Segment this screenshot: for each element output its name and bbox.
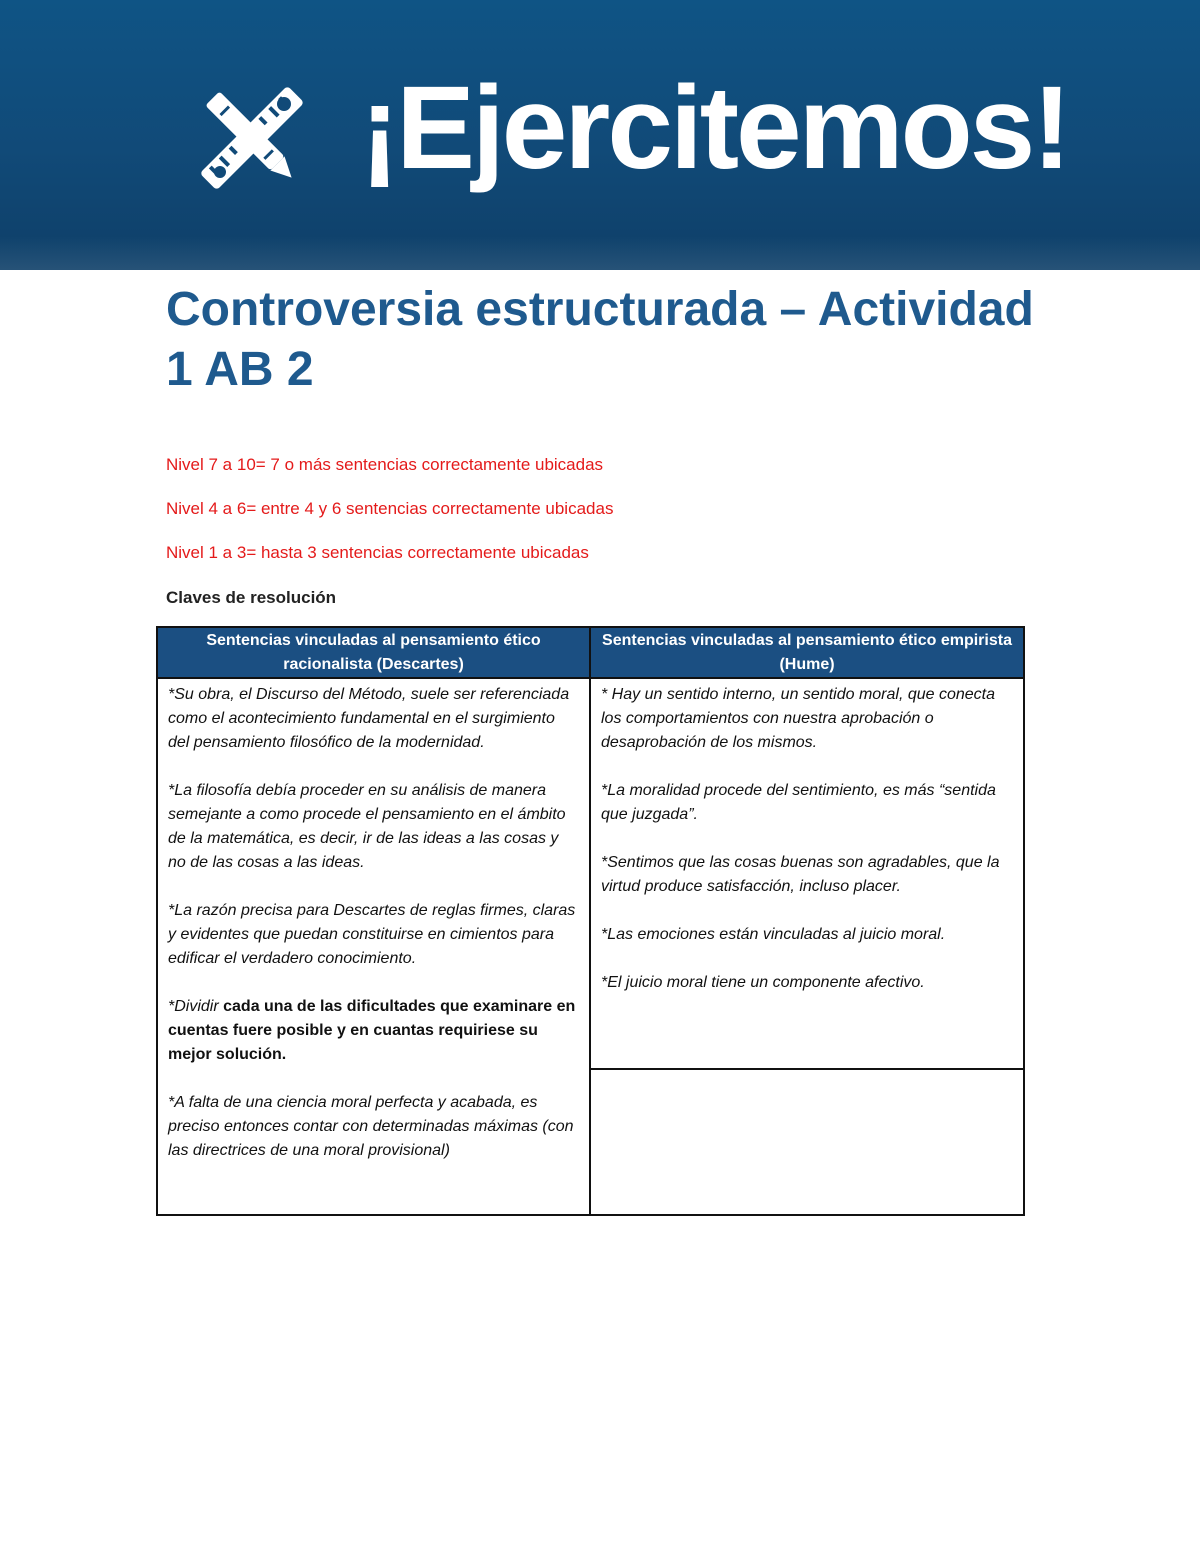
empiricist-sentence: * Hay un sentido interno, un sentido moral, que conecta los comportamientos con nuestra aprobación o desaprobación de los mismos. [601,686,996,751]
table-row [157,678,1024,1069]
page-title-line-2: 1 AB 2 [166,343,314,396]
empiricist-sentence: *La moralidad procede del sentimiento, es más “sentida que juzgada”. [601,782,996,823]
page-title-line-1: Controversia estructurada – Actividad [166,283,1034,336]
rationalist-sentence-plain-part: cada una de las dificultades que examinare en cuentas fuere posible y en cuantas requiriese su mejor solución. [168,998,576,1063]
rationalist-sentence [168,995,579,1067]
header-banner [0,0,1200,270]
empiricist-sentence: *El juicio moral tiene un componente afectivo. [601,974,925,991]
banner-title: ¡Ejercitemos! [360,62,1069,194]
resolution-table [156,626,1025,1216]
level-criterion-1: Nivel 7 a 10= 7 o más sentencias correctamente ubicadas [166,455,604,474]
page-title [166,280,1066,400]
empiricist-cell [590,678,1024,1069]
header-rationalist: Sentencias vinculadas al pensamiento ético racionalista (Descartes) [157,627,590,678]
rationalist-sentence: *Su obra, el Discurso del Método, suele ser referenciada como el acontecimiento fundamental en el surgimiento del pensamiento filosófico de la modernidad. [168,686,570,751]
table-header-row [157,627,1024,678]
empiricist-sentence: *Las emociones están vinculadas al juicio moral. [601,926,946,943]
empty-cell [590,1069,1024,1215]
header-empiricist: Sentencias vinculadas al pensamiento ético empirista (Hume) [590,627,1024,678]
rationalist-sentence-italic-part: *Dividir [168,998,219,1015]
rationalist-sentence: *La razón precisa para Descartes de reglas firmes, claras y evidentes que puedan constituirse en cimientos para edificar el verdadero conocimiento. [168,902,576,967]
rationalist-sentence: *A falta de una ciencia moral perfecta y acabada, es preciso entonces contar con determinadas máximas (con las directrices de una moral provisional) [168,1094,574,1159]
empiricist-sentence: *Sentimos que las cosas buenas son agradables, que la virtud produce satisfacción, incluso placer. [601,854,1000,895]
rationalist-sentence: *La filosofía debía proceder en su análisis de manera semejante a como procede el pensamiento en el ámbito de la matemática, es decir, ir de las ideas a las cosas y no de las cosas a las ideas. [168,782,566,871]
keys-heading: Claves de resolución [166,588,337,607]
level-criterion-2: Nivel 4 a 6= entre 4 y 6 sentencias correctamente ubicadas [166,499,614,518]
level-criterion-3: Nivel 1 a 3= hasta 3 sentencias correctamente ubicadas [166,543,589,562]
rationalist-cell [157,678,590,1215]
ruler-pencil-cross-icon [196,80,308,196]
